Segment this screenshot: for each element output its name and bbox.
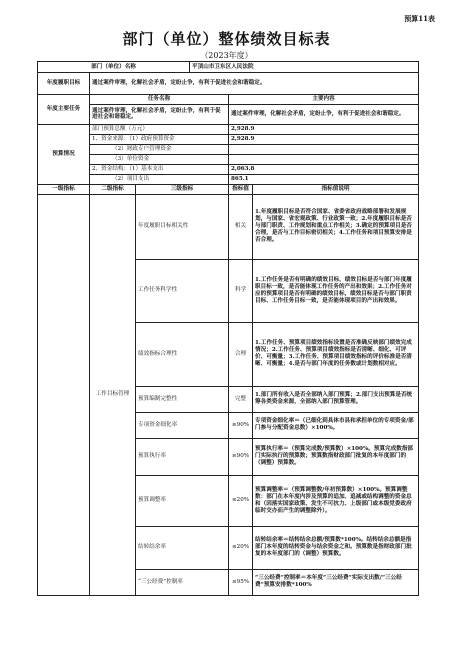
- indicator-desc: 1.工作任务是否有明确的绩效目标，绩效目标是否与部门年度履职目标一致，是否能体现工作任务的产出和效果；2.工作任务对应的预算项目是否有明确的绩效目标，绩效目标是否与部门职责目标、工作任务目标一致，是否能体现项目的产出和效果。: [253, 259, 419, 322]
- unit-name-value: 平顶山市卫东区人民法院: [190, 62, 419, 73]
- indicator-level2-cell: 工作目标管理: [90, 194, 136, 595]
- annual-goal-label: 年度履职目标: [38, 73, 90, 95]
- task-content-value: 通过案件审理，化解社会矛盾，定纷止争，有利于促进社会和谐稳定。: [229, 104, 419, 124]
- unit-name-label: 部门（单位）名称: [38, 62, 190, 73]
- indicator-level3: 工作任务科学性: [136, 259, 229, 322]
- task-name-header: 任务名称: [90, 95, 229, 105]
- indicator-level3: 结转结余率: [136, 526, 229, 569]
- indicator-level3: 绩效指标合理性: [136, 322, 229, 386]
- indicator-value: 完整: [229, 386, 253, 412]
- indicator-value: ≤95%: [229, 569, 253, 595]
- budget-row-label: 部门预算总额（万元）: [90, 124, 229, 134]
- year-subtitle: （2023年度）: [200, 51, 253, 60]
- indicator-value: 合理: [229, 322, 253, 386]
- indicator-desc: 1.部门所有收入是否全部纳入部门预算；2.部门支出预算是否统筹各类资金来源，全部纳入部门预算管理。: [253, 386, 419, 412]
- indicator-desc: 专项资金细化率＝（已细化到具体市县和承担单位的专项资金/部门参与分配资金总数）×100%。: [253, 412, 419, 438]
- indicator-desc: 预算执行率＝（预算完成数/预算数）×100%。预算完成数指部门实际执行的预算数；预算数指财政部门批复的本年度部门的（调整）预算数。: [253, 438, 419, 475]
- annual-goal-value: 通过案件审理，化解社会矛盾，定纷止争，有利于促进社会和谐稳定。: [90, 73, 419, 95]
- indicator-level3: 年度履职目标相关性: [136, 194, 229, 259]
- indicator-level3: “三公经费”控制率: [136, 569, 229, 595]
- header-level1: 一级指标: [38, 184, 90, 194]
- header-level2: 二级指标: [90, 184, 136, 194]
- header-desc: 指标值说明: [253, 184, 419, 194]
- budget-row-label: （2）项目支出: [90, 174, 229, 184]
- indicator-level3: 专项资金细化率: [136, 412, 229, 438]
- indicator-value: ≤20%: [229, 475, 253, 526]
- header-value: 指标值: [229, 184, 253, 194]
- indicator-value: ≥90%: [229, 412, 253, 438]
- table-number-tag: 预算11表: [404, 14, 435, 23]
- indicator-level3: 预算执行率: [136, 438, 229, 475]
- indicator-value: ≤20%: [229, 526, 253, 569]
- page-title: 部门（单位）整体绩效目标表: [122, 30, 331, 48]
- header-level3: 三级指标: [136, 184, 229, 194]
- budget-row-label: （2）财政专户管理资金: [90, 144, 229, 154]
- task-name-value: 通过案件审理，化解社会矛盾，定纷止争，有利于促进社会和谐稳定。: [90, 104, 229, 124]
- indicator-level1-cell: [38, 194, 90, 595]
- indicator-desc: 结转结余率＝结转结余总额/预算数*100%。结转结余总额是指部门本年度的结转资金与结余资金之和。预算数是指财政部门批复的本年度部门的（调整）预算数。: [253, 526, 419, 569]
- indicator-desc: 预算调整率＝（预算调整数/年初预算数）×100%。预算调整数：部门在本年度内涉及预算的追加、追减或结构调整的资金总和（因落实国家政策、发生不可抗力、上级部门或本级党委政府临时交办而产生的调整除外）。: [253, 475, 419, 526]
- indicator-value: 相关: [229, 194, 253, 259]
- budget-row-value: 2,928.9: [229, 134, 419, 144]
- budget-row-value: [229, 154, 419, 164]
- budget-row-value: [229, 144, 419, 154]
- performance-goal-table: [37, 61, 419, 596]
- budget-row-value: 2,063.8: [229, 164, 419, 174]
- indicator-level3: 预算编制完整性: [136, 386, 229, 412]
- indicator-desc: 1.工作任务、预算项目绩效指标设置是否准确反映部门绩效完成情况；2.工作任务、预算项目绩效指标是否清晰、细化、可评价、可衡量；3.工作任务、预算项目绩效指标的评价标准是否清晰、可衡量；4.是否与部门年度的任务数或计划数相对应。: [253, 322, 419, 386]
- indicator-level3: 预算调整率: [136, 475, 229, 526]
- indicator-value: ≥90%: [229, 438, 253, 475]
- budget-row-label: （3）单位资金: [90, 154, 229, 164]
- budget-row-value: 865.1: [229, 174, 419, 184]
- budget-row-label: 2、资金结构：（1）基本支出: [90, 164, 229, 174]
- budget-row-label: 1、资金来源：（1）政府预算资金: [90, 134, 229, 144]
- budget-label: 预算情况: [38, 124, 90, 184]
- main-tasks-label: 年度主要任务: [38, 95, 90, 125]
- budget-row-value: 2,928.9: [229, 124, 419, 134]
- indicator-desc: “三公经费”控制率＝本年度“三公经费”实际支出数/“三公经费”预算安排数*100%: [253, 569, 419, 595]
- indicator-desc: 1.年度履职目标是否符合国家、省委省政府战略部署和发展规划，与国家、省宏观政策、行业政策一致；2.年度履职目标是否与部门职责、工作规划和重点工作相关；3.确定的预算项目是否合理，是否与工作目标密切相关；4.工作任务和项目预算安排是否合理。: [253, 194, 419, 259]
- indicator-value: 科学: [229, 259, 253, 322]
- task-content-header: 主要内容: [229, 95, 419, 105]
